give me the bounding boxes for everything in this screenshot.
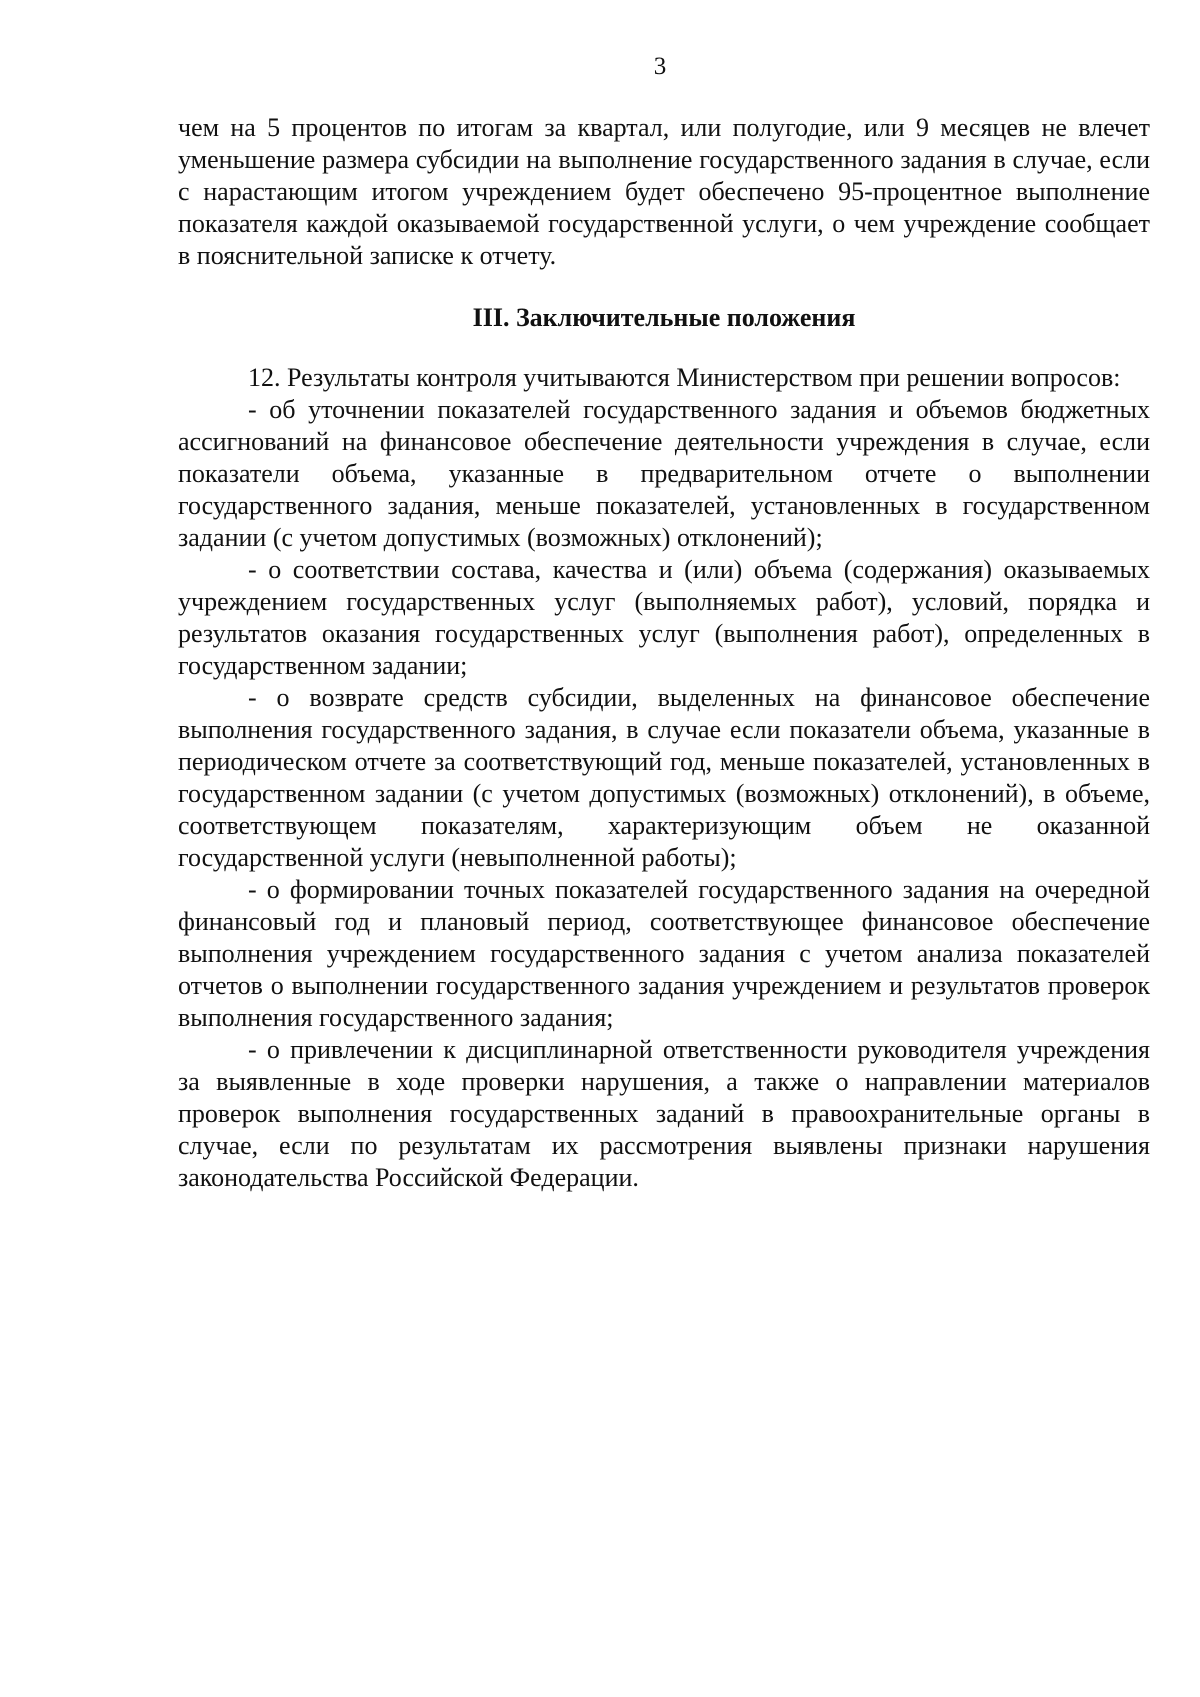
- section-heading: III. Заключительные положения: [472, 303, 856, 332]
- document-body: [178, 112, 1150, 1194]
- continuation-paragraph: чем на 5 процентов по итогам за квартал, или полугодие, или 9 месяцев не влечет уменьшение размера субсидии на выполнение государственного задания в случае, если с нарастающим итогом учреждением будет обеспечено 95-процентное выполнение показателя каждой оказываемой государственной услуги, о чем учреждение сообщает в пояснительной записке к отчету.: [178, 113, 1150, 270]
- bullet-paragraph-4: - о формировании точных показателей государственного задания на очередной финансовый год и плановый период, соответствующее финансовое обеспечение выполнения учреждением государственного задания с учетом анализа показателей отчетов о выполнении государственного задания учреждением и результатов проверок выполнения государственного задания;: [178, 875, 1150, 1032]
- bullet-paragraph-5: - о привлечении к дисциплинарной ответственности руководителя учреждения за выявленные в ходе проверки нарушения, а также о направлении материалов проверок выполнения государственных заданий в правоохранительные органы в случае, если по результатам их рассмотрения выявлены признаки нарушения законодательства Российской Федерации.: [178, 1035, 1150, 1192]
- bullet-paragraph-1: - об уточнении показателей государственного задания и объемов бюджетных ассигнований на финансовое обеспечение деятельности учреждения в случае, если показатели объема, указанные в предварительном отчете о выполнении государственного задания, меньше показателей, установленных в государственном задании (с учетом допустимых (возможных) отклонений);: [178, 395, 1150, 552]
- bullet-paragraph-3: - о возврате средств субсидии, выделенных на финансовое обеспечение выполнения государственного задания, в случае если показатели объема, указанные в периодическом отчете за соответствующий год, меньше показателей, установленных в государственном задании (с учетом допустимых (возможных) отклонений), в объеме, соответствующем показателям, характеризующим объем не оказанной государственной услуги (невыполненной работы);: [178, 683, 1150, 872]
- page-number: 3: [653, 53, 667, 80]
- item-12-paragraph: 12. Результаты контроля учитываются Министерством при решении вопросов:: [248, 363, 1121, 392]
- bullet-paragraph-2: - о соответствии состава, качества и (или) объема (содержания) оказываемых учреждением государственных услуг (выполняемых работ), условий, порядка и результатов оказания государственных услуг (выполнения работ), определенных в государственном задании;: [178, 555, 1150, 680]
